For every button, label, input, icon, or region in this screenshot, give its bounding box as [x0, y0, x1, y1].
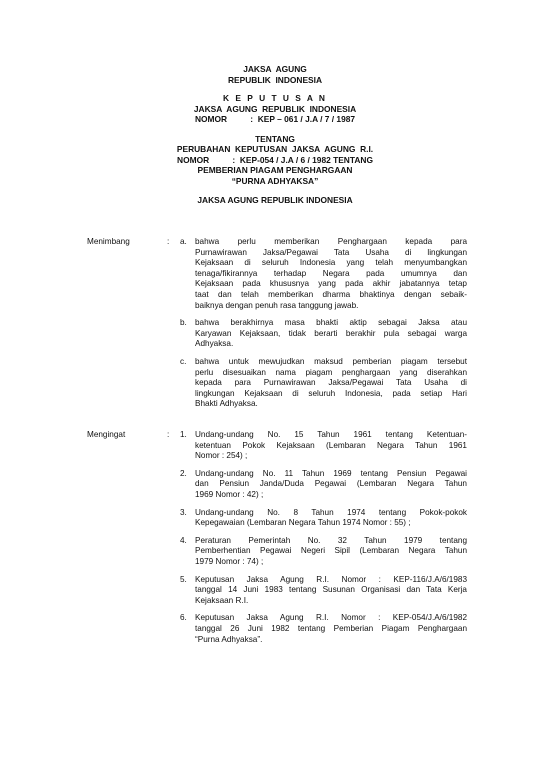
- item-text-line: baiknya dengan penuh rasa tanggung jawab.: [195, 300, 359, 310]
- mengingat-section: [0, 430, 550, 645]
- decree-issuer: JAKSA AGUNG REPUBLIK INDONESIA: [193, 103, 357, 114]
- item-marker: 4.: [180, 535, 187, 545]
- item-text-line: bahwa perlu memberikan Penghargaan kepada para: [195, 237, 467, 246]
- item-text-line: Kejaksaan di seluruh Indonesia yang telah menyumbangkan: [195, 258, 467, 268]
- subject-line-4: “PURNA ADHYAKSA”: [231, 175, 319, 186]
- item-text: [195, 536, 467, 568]
- item-text: [195, 613, 467, 645]
- subject-line-3: PEMBERIAN PIAGAM PENGHARGAAN: [197, 165, 353, 175]
- item-text-line: tenaga/fikirannya terhadap Negara pada umumnya dan: [195, 268, 467, 278]
- item-text-line: “Purna Adhyaksa”.: [195, 634, 263, 644]
- item-text-line: tanggal 26 Juni 1982 tentang Pemberian Piagam Penghargaan: [195, 623, 467, 633]
- document-header: [0, 64, 550, 206]
- menimbang-list: [0, 237, 550, 410]
- subject-line-1: PERUBAHAN KEPUTUSAN JAKSA AGUNG R.I.: [176, 144, 374, 154]
- item-marker: 2.: [180, 468, 187, 478]
- subject-heading: TENTANG: [255, 133, 295, 144]
- item-text-line: Adhyaksa.: [195, 339, 234, 349]
- item-text-line: Kejaksaan R.I.: [195, 595, 249, 605]
- mengingat-item: [0, 430, 550, 462]
- item-text-line: taat dan telah memberikan dharma bhaktinya dengan sebaik-: [195, 289, 467, 299]
- menimbang-item: [0, 357, 550, 410]
- mengingat-label: Mengingat: [87, 430, 126, 439]
- item-text-line: Keputusan Jaksa Agung R.I. Nomor : KEP-054/J.A/6/1982: [195, 613, 467, 623]
- item-text-line: tanggal 14 Juni 1983 tentang Susunan Organisasi dan Tata Kerja: [195, 585, 467, 595]
- item-text-line: Pemberhentian Pegawai Negeri Sipil (Lembaran Negara Tahun: [195, 546, 467, 556]
- decree-heading: K E P U T U S A N: [223, 93, 327, 103]
- item-text: [195, 508, 467, 529]
- item-text: [195, 430, 467, 462]
- menimbang-colon: :: [167, 237, 170, 246]
- item-text-line: Kepegawaian (Lembaran Negara Tahun 1974 Nomor : 55) ;: [195, 518, 411, 528]
- mengingat-item: [0, 469, 550, 501]
- item-text-line: 1969 Nomor : 42) ;: [195, 489, 264, 499]
- item-text-line: Peraturan Pemerintah No. 32 Tahun 1979 tentang: [195, 535, 467, 545]
- decree-number: NOMOR : KEP – 061 / J.A / 7 / 1987: [194, 114, 356, 124]
- menimbang-item: [0, 237, 550, 311]
- item-text-line: dan Pensiun Janda/Duda Pegawai (Lembaran Negara Tahun: [195, 479, 467, 489]
- item-text-line: Keputusan Jaksa Agung R.I. Nomor : KEP-116/J.A/6/1983: [195, 574, 467, 584]
- issuer-heading: JAKSA AGUNG REPUBLIK INDONESIA: [197, 195, 353, 205]
- menimbang-label: Menimbang: [87, 237, 130, 246]
- item-text-line: Karyawan Kejaksaan, tidak berarti berakhir pula sebagai warga: [195, 328, 467, 338]
- mengingat-item: [0, 575, 550, 607]
- item-text-line: Nomor : 254) ;: [195, 451, 248, 461]
- mengingat-colon: :: [167, 430, 170, 439]
- item-marker: 1.: [180, 430, 187, 439]
- institution-subtitle: REPUBLIK INDONESIA: [228, 74, 322, 85]
- menimbang-item: [0, 318, 550, 350]
- institution-title: JAKSA AGUNG: [243, 64, 307, 74]
- item-marker: 6.: [180, 613, 187, 623]
- item-text-line: Bhakti Adhyaksa.: [195, 399, 258, 409]
- item-marker: 5.: [180, 574, 187, 584]
- item-text-line: lingkungan Kejaksaan di seluruh Indonesia, pada setiap Hari: [195, 388, 467, 398]
- item-text: [195, 237, 467, 311]
- item-text: [195, 469, 467, 501]
- item-text-line: Kejaksaan pada khususnya yang pada akhir jabatannya tetap: [195, 279, 467, 289]
- item-text-line: kepada para Purnawirawan Jaksa/Pegawai Tata Usaha di: [195, 378, 467, 388]
- item-text-line: Undang-undang No. 15 Tahun 1961 tentang Ketentuan-: [195, 430, 467, 439]
- item-text-line: bahwa untuk mewujudkan maksud pemberian piagam tersebut: [195, 356, 467, 366]
- mengingat-item: [0, 536, 550, 568]
- item-marker: b.: [180, 318, 187, 328]
- item-text-line: Undang-undang No. 11 Tahun 1969 tentang Pensiun Pegawai: [195, 468, 467, 478]
- item-marker: c.: [180, 356, 187, 366]
- mengingat-list: [0, 430, 550, 645]
- item-text-line: Purnawirawan Jaksa/Pegawai Tata Usaha di lingkungan: [195, 247, 467, 257]
- item-text: [195, 575, 467, 607]
- item-text: [195, 357, 467, 410]
- item-text-line: bahwa berakhirnya masa bhakti aktip sebagai Jaksa atau: [195, 318, 467, 328]
- item-text-line: ketentuan Pokok Kejaksaan (Lembaran Negara Tahun 1961: [195, 440, 467, 450]
- item-text-line: Undang-undang No. 8 Tahun 1974 tentang Pokok-pokok: [195, 507, 467, 517]
- item-text: [195, 318, 467, 350]
- menimbang-section: [0, 237, 550, 410]
- item-text-line: perlu disesuaikan nama piagam penghargaan yang diserahkan: [195, 367, 467, 377]
- item-text-line: 1979 Nomor : 74) ;: [195, 556, 264, 566]
- item-marker: a.: [180, 237, 187, 246]
- item-marker: 3.: [180, 507, 187, 517]
- mengingat-item: [0, 613, 550, 645]
- subject-line-2: NOMOR : KEP-054 / J.A / 6 / 1982 TENTANG: [177, 154, 373, 165]
- mengingat-item: [0, 508, 550, 529]
